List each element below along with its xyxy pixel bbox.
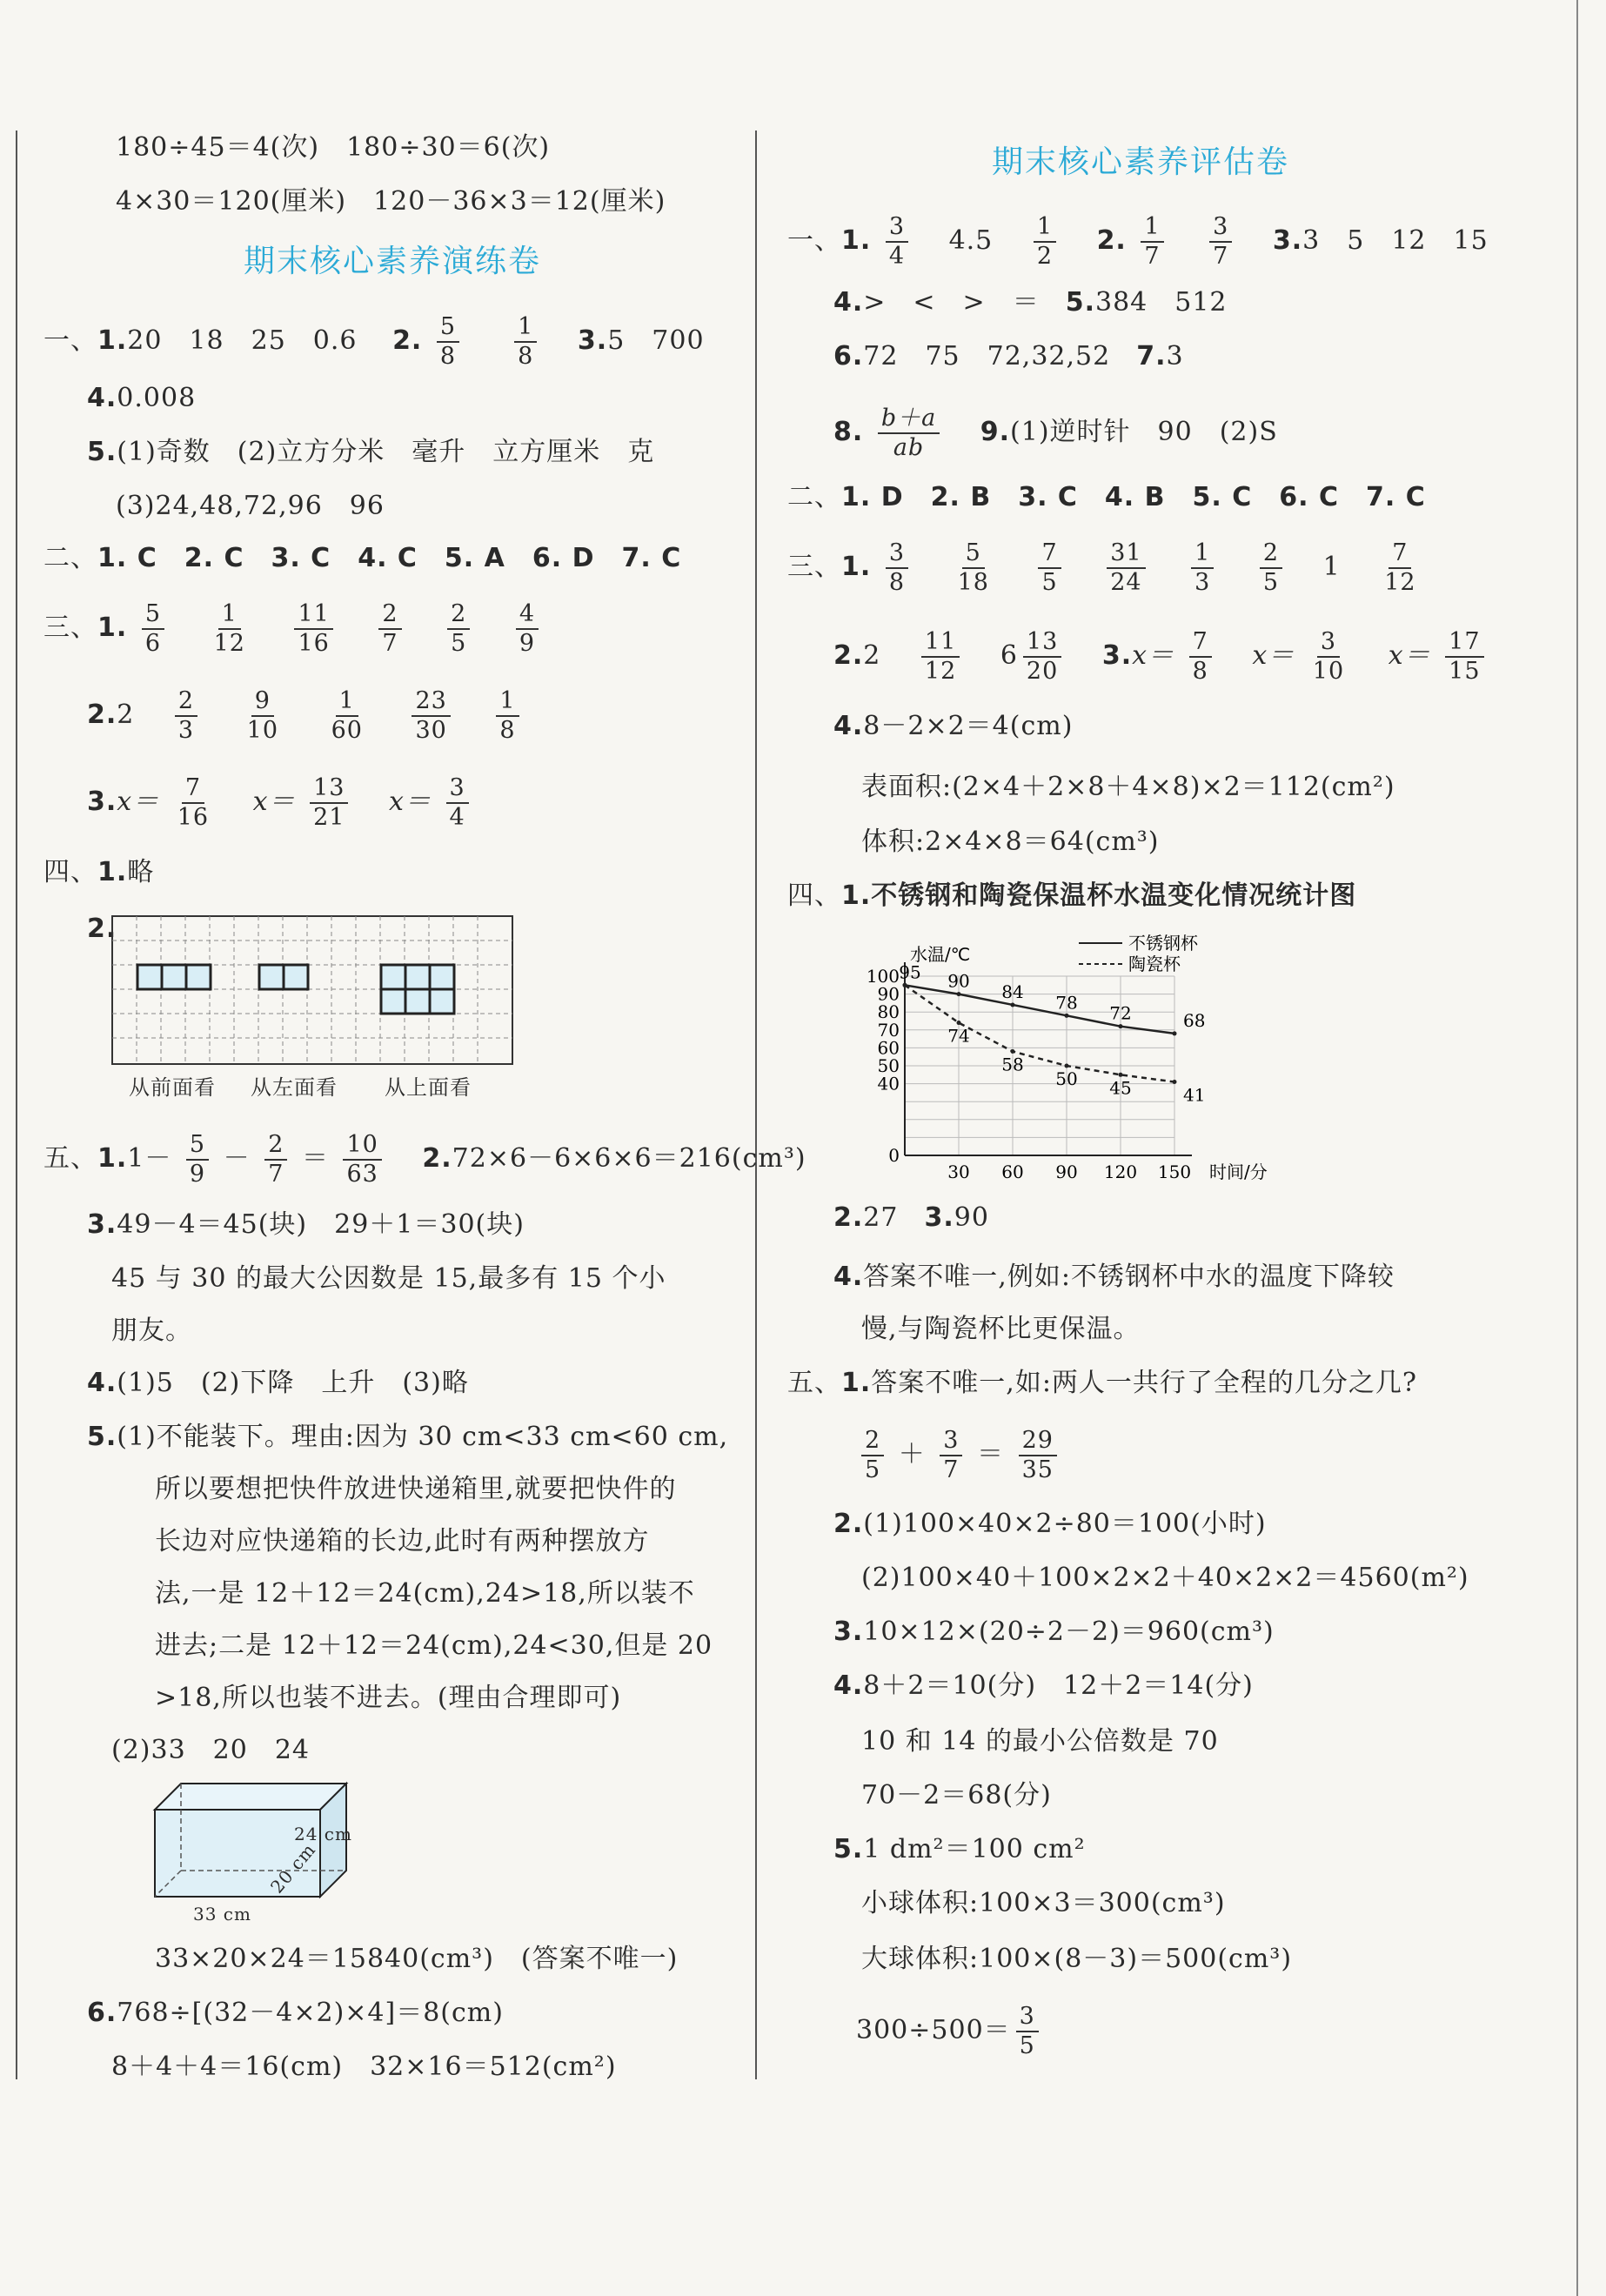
x-tick-label: 150 [1157,1161,1192,1182]
r-s4-q2: 27 [863,1202,899,1233]
fraction: $\frac{3}{4}$ [446,774,469,832]
op: ＝ [301,1143,329,1174]
r-s1-line8 [833,405,1278,462]
q-num: 2. [422,1143,452,1174]
r-s5-line1 [787,1366,1417,1401]
data-label: 45 [1109,1077,1132,1099]
q-num: 5. [833,1834,864,1864]
left-top-line-1: 180÷45＝4(次) 180÷30＝6(次) [116,132,551,163]
y-tick-label: 40 [877,1073,900,1094]
r-s5-q5b: 小球体积:100×3＝300(cm³) [861,1888,1226,1918]
op: ＋ [898,1439,926,1469]
l-s2-line [43,541,681,576]
fraction: $\frac{9}{10}$ [246,687,279,744]
l-s1-q1: 20 18 25 0.6 [127,325,358,356]
op: － [223,1143,251,1174]
r-s1-line4 [833,285,1228,320]
q-num: 7. [1136,341,1167,372]
series-line-ceramic [905,985,1174,1081]
x-tick-label: 30 [947,1161,970,1182]
q-num: 6. [833,341,864,372]
data-label: 84 [1001,981,1024,1002]
l-s5-line1 [43,1131,806,1188]
l-s5-q5c: 长边对应快递箱的长边,此时有两种摆放方 [155,1526,650,1556]
x-eq: x＝ [1252,640,1295,671]
fraction: $\frac{31}{24}$ [1107,539,1145,597]
q-num: 3. [1272,225,1303,256]
y-axis-label: 水温/℃ [910,944,971,965]
q-num: 1. [97,612,128,643]
q-num: 2. [1096,225,1127,256]
l-s1-q4: 0.008 [117,383,197,413]
data-label: 58 [1001,1054,1024,1075]
l-s1-q5: (1)奇数 (2)立方分米 毫升 立方厘米 克 [117,437,655,467]
r-s1-prefix: 一、 [787,225,841,256]
q-num: 6. [87,1998,117,2028]
r-s1-line1 [787,213,1489,271]
left-top-line-2: 4×30＝120(厘米) 120－36×3＝12(厘米) [116,186,666,217]
r-s4-line2 [833,1201,989,1235]
r-s4-q3: 90 [954,1202,989,1233]
q-num: 2. [87,914,117,944]
q-num: 3. [1101,640,1133,671]
r-s2-prefix: 二、 [787,482,841,512]
l-s5-line3 [87,1208,525,1242]
r-s5-q4b: 10 和 14 的最小公倍数是 70 [861,1726,1219,1757]
fraction: $\frac{7}{12}$ [1384,539,1416,596]
fraction: $\frac{10}{63}$ [343,1131,381,1188]
data-point [1119,1073,1123,1077]
r-s5-prefix: 五、 [787,1368,841,1398]
r-s1-q7: 3 [1166,341,1184,372]
series-line-steel [905,985,1174,1034]
r-s1-q5: 384 512 [1094,287,1228,318]
q-num: 5. [1065,287,1095,318]
fraction: $\frac{1}{8}$ [514,313,537,371]
view-label-top: 从上面看 [385,1075,472,1100]
q-num: 1. [841,225,872,256]
x-eq: x＝ [389,787,432,817]
fraction: $\frac{11}{12}$ [921,628,960,686]
r-s3-line4 [833,709,1073,744]
x-tick-label: 60 [1001,1161,1024,1182]
x-eq: x＝ [252,787,296,817]
x-eq: x＝ [1132,640,1175,671]
section-title-practice: 期末核心素养演练卷 [244,244,542,279]
column-divider [755,131,757,2079]
fraction: $\frac{7}{16}$ [177,774,210,831]
cuboid-figure [148,1775,374,1931]
r-s2-answers: 1. D 2. B 3. C 4. B 5. C 6. C 7. C [841,482,1426,512]
q-num: 3. [87,787,117,817]
q-num: 4. [87,1368,117,1398]
fraction: $\frac{b+a}{ab}$ [878,405,940,462]
fraction: $\frac{5}{9}$ [186,1131,209,1188]
x-eq: x＝ [1388,640,1431,671]
y-tick-label: 80 [877,1001,900,1023]
q-num: 4. [833,287,864,318]
l-s5-q6a: 768÷[(32－4×2)×4]＝8(cm) [117,1998,504,2028]
r-s5-line5 [833,1832,1086,1867]
fraction: $\frac{5}{6}$ [142,600,164,658]
l-s3-line3 [87,774,474,832]
expr: 1－ [127,1143,172,1174]
data-label: 41 [1183,1084,1206,1106]
data-point [1119,1024,1123,1028]
fraction: $\frac{7}{5}$ [1038,539,1061,597]
views-grid-figure [111,915,513,1068]
q-num: 3. [924,1202,954,1233]
q-num: 2. [392,325,423,356]
r-s3-q4b: 表面积:(2×4＋2×8＋4×8)×2＝112(cm²) [861,772,1395,802]
r-s4-q4a: 答案不唯一,例如:不锈钢杯中水的温度下降较 [863,1262,1395,1292]
cuboid-width-label: 20 cm [266,1838,320,1898]
r-s1-q3: 3 5 12 15 [1302,225,1489,256]
data-label: 74 [947,1025,970,1047]
front-view-shape [137,965,211,989]
q-num: 9. [980,417,1011,447]
l-s5-q5e: 进去;二是 12＋12＝24(cm),24<30,但是 20 [155,1630,713,1661]
fraction: $\frac{1}{12}$ [213,600,245,657]
l-s5-q5g: (2)33 20 24 [111,1735,311,1765]
x-tick-label: 120 [1103,1161,1138,1182]
l-s5-q5a: (1)不能装下。理由:因为 30 cm<33 cm<60 cm, [117,1422,729,1452]
left-view-shape [259,965,308,989]
y-tick-label: 60 [877,1037,900,1059]
r-s5-q5c: 大球体积:100×(8－3)＝500(cm³) [861,1944,1293,1974]
l-s5-q5h: 33×20×24＝15840(cm³) (答案不唯一) [155,1944,679,1974]
l-s5-line3b: 45 与 30 的最大公因数是 15,最多有 15 个小 [111,1263,666,1294]
data-point [1065,1064,1069,1068]
fraction: $\frac{3}{4}$ [886,213,908,271]
y-tick-label: 100 [866,966,900,987]
l-s2-prefix: 二、 [43,543,97,573]
value: 6 [1000,640,1018,671]
r-s5-line2 [833,1507,1267,1542]
l-s5-q5f: >18,所以也装不进去。(理由合理即可) [155,1683,622,1713]
r-s5-q4a: 8＋2＝10(分) 12＋2＝14(分) [863,1670,1254,1701]
l-s1-line4 [87,381,196,416]
l-s5-line3c: 朋友。 [111,1315,192,1346]
l-s5-q5b: 所以要想把快件放进快递箱里,就要把快件的 [155,1474,677,1504]
fraction: $\frac{2}{3}$ [175,687,197,745]
fraction: $\frac{13}{21}$ [310,774,348,832]
q-num: 5. [87,437,117,467]
left-margin-rule [16,131,17,2079]
r-s4-q4b: 慢,与陶瓷杯比更保温。 [861,1314,1141,1344]
l-s1-line5 [87,435,654,470]
r-s5-q1: 答案不唯一,如:两人一共行了全程的几分之几? [871,1368,1418,1398]
fraction: $\frac{7}{8}$ [1189,628,1212,686]
top-view-shape [381,965,454,1014]
fraction: $\frac{1}{60}$ [331,687,363,744]
fraction: $\frac{3}{10}$ [1312,628,1345,685]
l-s4-line1 [43,855,154,890]
q-num: 8. [833,417,864,447]
q-num: 2. [833,640,864,671]
l-s3-line1 [43,600,544,658]
data-point [1011,1049,1015,1054]
fraction: $\frac{13}{20}$ [1023,628,1061,686]
fraction: $\frac{11}{16}$ [294,600,332,658]
fraction: $\frac{2}{5}$ [861,1427,884,1484]
value: 4.5 [948,225,994,256]
q-num: 3. [577,325,608,356]
q-num: 4. [833,1670,864,1701]
r-s2-line [787,480,1426,515]
r-s3-q4c: 体积:2×4×8＝64(cm³) [861,827,1160,857]
r-s5-q3: 10×12×(20÷2－2)＝960(cm³) [863,1617,1275,1647]
l-s3-r2-lead: 2 [117,700,135,730]
l-s1-prefix: 一、 [43,325,97,356]
fraction: $\frac{29}{35}$ [1019,1427,1057,1484]
data-label: 78 [1055,992,1078,1014]
q-num: 1. [97,857,128,887]
data-label: 50 [1055,1068,1078,1089]
data-label: 95 [899,961,921,983]
x-axis-label: 时间/分 [1209,1161,1268,1182]
op: ＝ [977,1439,1005,1469]
l-s5-q2: 72×6－6×6×6＝216(cm³) [452,1143,806,1174]
r-s5-line5d [856,2003,1044,2060]
q-num: 3. [833,1617,864,1647]
l-s4-prefix: 四、 [43,857,97,887]
r-s5-line4 [833,1669,1254,1704]
value: 2 [863,640,881,671]
data-label: 68 [1183,1009,1206,1031]
l-s4-q1: 略 [127,857,155,887]
q-num: 1. [841,880,872,911]
r-s4-line1 [787,879,1356,914]
q-num: 1. [97,325,128,356]
fraction: $\frac{5}{8}$ [437,313,459,371]
cuboid-height-label: 24 cm [294,1824,352,1844]
q-num: 1. [841,1368,872,1398]
view-label-front: 从前面看 [129,1075,216,1100]
l-s2-answers: 1. C 2. C 3. C 4. C 5. A 6. D 7. C [97,543,682,573]
y-tick-label: 50 [877,1055,900,1076]
data-point [957,992,961,996]
fraction: $\frac{3}{7}$ [940,1427,962,1484]
fraction: $\frac{23}{30}$ [412,687,450,745]
q-num: 5. [87,1422,117,1452]
fraction: $\frac{3}{5}$ [1016,2003,1039,2060]
r-s4-prefix: 四、 [787,880,841,911]
x-eq: x＝ [117,787,160,817]
view-label-left: 从左面看 [251,1075,338,1100]
cuboid-top [155,1784,346,1810]
data-point [1065,1014,1069,1018]
l-s5-line4 [87,1366,469,1401]
fraction: $\frac{1}{7}$ [1141,213,1163,271]
temperature-line-chart [857,931,1344,1192]
l-s5-q4: (1)5 (2)下降 上升 (3)略 [117,1368,469,1398]
fraction: $\frac{2}{7}$ [378,600,401,658]
l-s5-q3: 49－4＝45(块) 29＋1＝30(块) [117,1209,525,1240]
y-tick-label: 0 [888,1145,900,1166]
data-point [903,983,907,987]
q-num: 1. [97,1143,128,1174]
r-s5-q2b: (2)100×40＋100×2×2＋40×2×2＝4560(m²) [861,1563,1469,1593]
q-num: 4. [833,711,864,741]
fraction: $\frac{2}{5}$ [447,600,470,658]
fraction: $\frac{5}{18}$ [957,539,989,596]
r-s5-q5a: 1 dm²＝100 cm² [863,1834,1086,1864]
q-num: 2. [833,1509,864,1539]
r-s5-line3 [833,1615,1275,1650]
page-edge-rule [1576,0,1578,2296]
q-num: 4. [87,383,117,413]
l-s3-line2 [87,687,525,745]
r-s5-line1b [856,1427,1062,1484]
r-s5-q4c: 70－2＝68(分) [861,1780,1052,1811]
r-s1-line6 [833,339,1184,374]
value: 1 [1322,552,1341,582]
x-tick-label: 90 [1055,1161,1078,1182]
l-s5-q6b: 8＋4＋4＝16(cm) 32×16＝512(cm²) [111,2052,617,2082]
q-num: 3. [87,1209,117,1240]
r-s4-line4 [833,1260,1395,1295]
r-s1-q6: 72 75 72,32,52 [863,341,1111,372]
y-tick-label: 90 [877,983,900,1005]
r-s5-q2a: (1)100×40×2÷80＝100(小时) [863,1509,1267,1539]
legend-label: 不锈钢杯 [1128,933,1198,954]
data-label: 72 [1109,1002,1132,1024]
r-s1-q4: > < > ＝ [863,287,1040,318]
r-s1-q9: (1)逆时针 90 (2)S [1010,417,1278,447]
q-num: 1. [841,552,872,582]
legend-label: 陶瓷杯 [1128,954,1181,974]
data-point [1173,1031,1177,1035]
fraction: $\frac{2}{5}$ [1260,539,1282,597]
data-point [1011,1002,1015,1007]
q-num: 4. [833,1262,864,1292]
l-s3-prefix: 三、 [43,612,97,643]
q-num: 2. [833,1202,864,1233]
data-point [1173,1080,1177,1084]
fraction: $\frac{1}{8}$ [496,687,519,745]
l-s5-prefix: 五、 [43,1143,97,1174]
l-s1-q3: 5 700 [607,325,705,356]
cuboid-length-label: 33 cm [193,1904,251,1924]
chart-title: 不锈钢和陶瓷保温杯水温变化情况统计图 [871,880,1357,911]
fraction: $\frac{1}{2}$ [1034,213,1056,271]
fraction: $\frac{4}{9}$ [516,600,539,658]
section-title-assessment: 期末核心素养评估卷 [992,144,1290,180]
fraction: $\frac{2}{7}$ [264,1131,287,1188]
data-label: 90 [947,970,970,992]
data-point [957,1021,961,1025]
r-s3-prefix: 三、 [787,552,841,582]
l-s1-line5b: (3)24,48,72,96 96 [116,491,385,521]
l-s5-q5d: 法,一是 12＋12＝24(cm),24>18,所以装不 [155,1578,695,1609]
r-s3-q4: 8－2×2＝4(cm) [863,711,1074,741]
r-s3-line1 [787,539,1425,597]
fraction: $\frac{17}{15}$ [1445,628,1483,686]
l-s1-line1 [43,313,705,371]
y-tick-label: 70 [877,1019,900,1041]
fraction: $\frac{3}{7}$ [1209,213,1232,271]
l-s5-line6 [87,1996,504,2031]
r-s3-line2 [833,628,1489,686]
l-s5-line5 [87,1420,728,1455]
fraction: $\frac{1}{3}$ [1191,539,1214,597]
expr: 300÷500＝ [856,2015,1011,2045]
q-num: 2. [87,700,117,730]
fraction: $\frac{3}{8}$ [886,539,908,597]
